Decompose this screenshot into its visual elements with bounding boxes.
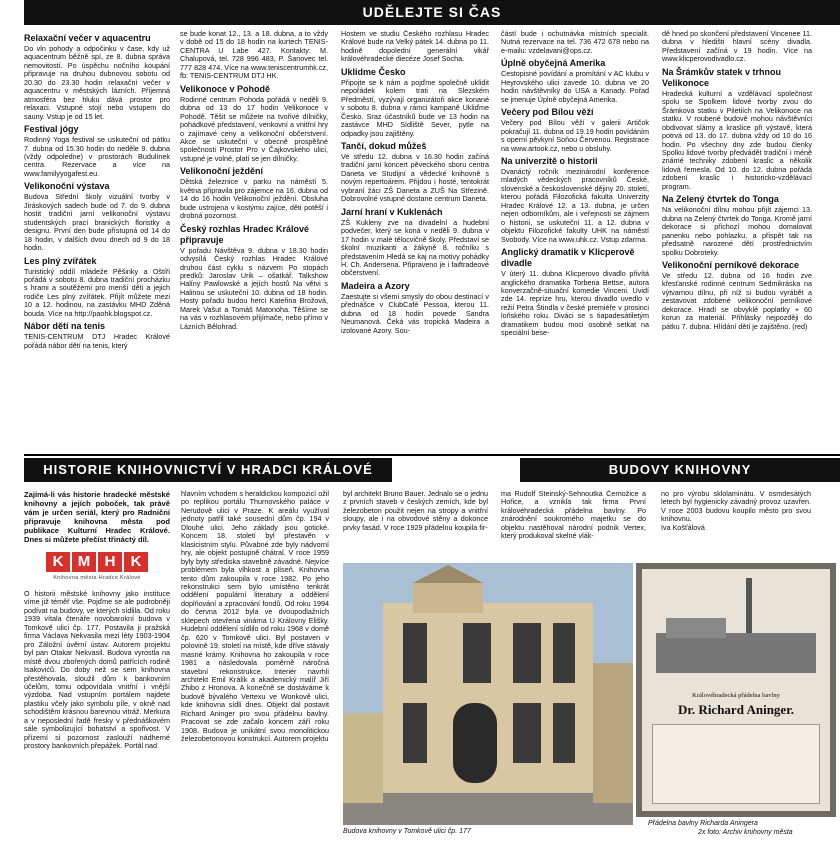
article-text: TENIS-CENTRUM DTJ Hradec Králové pořádá nábor dětí na tenis, který <box>24 332 170 350</box>
article-text: Ve středu 12. dubna od 16 hodin zve křesťanské rodinné centrum Sedmikráska na výtvarnou dílnu, při níž si budou vyrábět a zestavovat zdobené velikonoční perníkové dekorace. Hradí se obvyklé poplatky + 60 korun za materiál. Přihlásky nejpozději do pátku 7. dubna. Hlídání dětí je zajištěno. (red) <box>662 270 812 331</box>
article-title: Festival jógy <box>24 124 79 135</box>
article-text: O historii městské knihovny jako instituce víme již téměř vše. Pojďme se ale podrobněji podívat na budovy, ve kterých sídlila. Od roku 1939 vítala čtenáře novobarokní budova v Tomkově ulici čp. 177. Postavila ji pražská firma Václava Nekvasila mezi léty 1903-1904 pro Záložní úvěrní ústav. Autorem projektu byl pan Otakar Nekvasil. Budova vyrostla na místě dvou zbořených domů patřících rodině Isakovićů. Do doby než se sem knihovna přestěhovala, sloužil dům k bankovním účelům, tomu odpovídala vnitřní i vnější výzdoba. Nad vstupním portálem najdete plastiku včely jako symbolu píle, v okně nad schodištěm krásnou barevnou vitráž. Merkura a v neposlední řadě fresky v přednáškovém sále symbolizující bohatství a spořivost. V přízemí si pozornost zaslouží nádherné prostory bankovních přepážek. Portál nad <box>24 589 170 751</box>
library-logo <box>36 550 158 584</box>
article-text: Na velikonoční dílnu mohou přijít zájemci 13. dubna na Zelený čtvrtek do Tonga. Kromě jarní dekorace si přichozí mohou domalovat panenku nebo pohlazku, a přispět tak na předsatně narozené dětí prostřednictvím spolku Dobroteky. <box>662 205 812 257</box>
history-column-3 <box>343 490 488 560</box>
photo-caption: Budova knihovny v Tomkově ulici čp. 177 <box>343 828 471 835</box>
article-text: ma Rudolf Steinský-Sehnoutka Černožice a Hořice, a vznikla tak firma První královéhradecká přádelna bavlny. Po znárodnění soukromého majetku se do objektu nastěhoval národní podnik Vertex, který produkoval skelné vlák- <box>501 490 646 541</box>
article-title: Velikonoční perníkové dekorace <box>662 259 800 270</box>
article-text: Rodinný Yoga festival se uskuteční od pátku 7. dubna od 15.30 hodin do neděle 9. dubna (vždy odpoledne) v prostorách Budulínek centra. Rezervace a více na www.familyyogafest.eu. <box>24 135 170 178</box>
section-title: HISTORIE KNIHOVNICTVÍ V HRADCI KRÁLOVÉ <box>43 462 373 477</box>
column-3 <box>341 30 489 454</box>
article-text: Připojte se k nám a pojďme společně uklidit nepořádek kolem trati na Slezském Předměstí, vyzývají organizátoři akce konané v sobotu 8. dubna v rámci kampaně Ukliďme Česko. Sraz účastníků bude ve 13 hodin na zastávce MHD Sídliště Sever, pytle na odpadky jsou zajištěny. <box>341 77 489 138</box>
article-text: Ve středu 12. dubna v 16.30 hodin začíná tradiční jarní koncert pěveckého sboru centra Daneta ve Studijní a vědecké knihovně s novým repertoárem. Přijdou i hosté, tentokrát vybraní žáci ZŠ Daneta a ZUŠ Na Střezině. Dobrovolné vstupné dostane centrum Daneta. <box>341 151 489 204</box>
article-text: Zaestujte si všemi smysly do obou destinací v přednášce v ClubCafé Pessoa, kterou 11. dubna od 18 hodin povede Sandra Neumanová. Čeká vás tropická Madeira a izolované Azory. Sou- <box>341 291 489 335</box>
column-1 <box>24 30 170 454</box>
article-text: hlavním vchodem s heraldickou kompozicí ožil po replikou portálu Thurnovského paláce v Nerudově ulici v Praze. K areálu využíval jednoty patřil také sousední dům čp. 194 v Dlouhé ulici. Jeho základy jsou gotické. Koncem 18. století byl přestavěn v klasicistním stylu. Půvabné zde byly nádvorní hry, ale objekt postupně chátral. V roce 1959 byly byty střediska stavebně závadné. Nejvíce problémem byla vlhkost a plíseň. Knihovna tento dům zakoupila v roce 1982. Po jeho rekonstrukci sem bylo umístěno tenkrát oddělení populární literatury a oddělení doplňování a zpracování fondů. Od roku 1994 do června 2012 byla ve dvoupodlažních sklepech otevřena vinárna U Královny Elišky. Hudební oddělení sídlilo od roku 1968 v domě čp. 620 v Tomkově ulici. Byl postaven v polovině 19. století na místě, kde dříve stávaly masné krámy. Knihovna ho zakoupila v roce 1981 a následovala poměrně náročná stavební rekonstrukce. Interiér navrhli architekt Emil Králík a akademický malíř Jiří Zhibo z Hronova. A konečně se dostáváme k budově bývalého Vertexu ve Wonkově ulici, kde knihovna sídlí dnes. Objekt dal postavit Richard Aninger pro svou přádelnu bavlny. Pracovat se zde začalo koncem září roku 1908. Budova je unikátní svou monolitickou železobetonovou konstrukcí. Autorem projektu <box>181 490 329 744</box>
article-text: Do vln pohody a odpočinku v čase, kdy už aquacentrum běžně spí, ze 8. dubna správa nemovitostí. Po úspěchu nočního koupání připravuje na druhou dubnovou sobotu od 20.30 do 23.30 hodin relaxační večer v aquacentru v městských lázních. Příjemná atmosféra bez hluku dává prostor pro relaxaci. Vstupné stojí nebo vstupem do sauny. Vstup je od 15 let. <box>24 44 170 121</box>
article-text: částí bude i ochutnávka místních specialit. Nutná rezervace na tel. 736 472 678 nebo na e-mailu: vzdelavani@ops.cz. <box>501 30 649 55</box>
article-text: Turistický oddíl mládeže Pěšinky a Oštíři pořádá v sobotu 8. dubna tradiční procházku s hrami a soutěžemi pro menší děti a jejich rodiče Les plný zvířátek. Přijít můžete mezi 10 a 12. hodinou, na zastávku MHD Zděná bouda. Více na http://paohk.blogspot.cz. <box>24 266 170 318</box>
section-title: BUDOVY KNIHOVNY <box>608 462 752 477</box>
article-text: dě hned po skončení představení Vincenee 11. dubna v hledišti hlavní scény divadla. Představení začíná v 19 hodin. Více na www.klicperovodivadlo.cz. <box>662 30 812 64</box>
article-title: Velikonoční ježdění <box>180 166 264 177</box>
author: Iva Košťálová <box>661 522 705 532</box>
article-title: Na Zelený čtvrtek do Tonga <box>662 194 779 205</box>
article-text: se bude konat 12., 13. a 18. dubna, a to vždy v době od 15 do 18 hodin na kurtech TENIS-CENTRA U Labe 427. Kontakty: M. Chalupová, tel. 728 996 483, P. Šanovec tel. 777 828 474. Více na www.teniscentrumhk.cz, fb: TENIS-CENTRUM DTJ HK. <box>180 30 328 81</box>
history-column-5 <box>661 490 811 560</box>
article-text: Dětská železnice v parku na náměstí 5. května připravila pro zájemce na 16. dubna od 14 do 16 hodin Velikonoční ježdění. Obsluha bude ustrojena v kostýmu zajíce, děti potěší i drobná pozornost. <box>180 177 328 221</box>
poster-line1: Královéhradecká přádelna bavlny <box>692 692 780 699</box>
article-text: Hradecká kulturní a vzdělávací společnost spolu se Spolkem lidové tvorby zvou do Šrámkova statku v Piletiích na Velikonoce na statku. V roubené budově mohou návštěvníci obdivovat slámy a kraslice při výstavě, která potrvá od 13. do 17. dubna vždy od 10 do 16 hodin. Po všechny dny zde budou členky Spolku lidové tvorby předvádět tradiční i méně známé techniky zdobení kraslic a několik lidová řemesla. Od 10. do 12. dubna pořádá zdobení kraslic i historicko-vzdělávací program. <box>662 88 812 191</box>
article-text: byl architekt Bruno Bauer. Jednalo se o jednu z prvních staveb v českých zemích, kde byl železobeton použit nejen na stropy a vnitřní sloupy, ale i na obvodové stěny a dokonce prvky fasád. V roce 1929 přádelnu koupila fir- <box>343 490 488 532</box>
article-title: Na Šrámkův statek v trhnou Velikonoce <box>662 66 782 88</box>
photo-credit: 2x foto: Archiv knihovny města <box>698 829 793 836</box>
article-title: Úplně obyčejná Amerika <box>501 58 606 69</box>
article-text: V úterý 11. dubna Klicperovo divadlo přivítá anglického dramatika Torbena Bettse, autora konverzačně-situační komedie Vinceni. Uvidí zde 14. repríze hru, kterou divadlo uvedlo v režii Petra Štindla v české premiéře v prosinci loňského roku. Diváci se s tiapadesátiletým dramatikem budou moci osobně setkat na speciální bese- <box>501 269 649 338</box>
building-illustration <box>343 563 633 825</box>
logo-mark: K M H K <box>46 552 148 572</box>
factory-drawing <box>646 573 826 683</box>
poster-caption: Přádelna bavlny Richarda Aningera <box>648 820 758 827</box>
section-header-udelejte <box>24 0 840 25</box>
article-title: Nábor dětí na tenis <box>24 321 106 332</box>
article-text: Dvanáctý ročník mezinárodní konference mladých vědeckých pracovníků České, slovenské a československé dějiny 20. století, kterou pořádá Filozofická fakulta Univerzity Hradec Králové 12. a 13. dubna, je určen nejen odborníkům, ale i veřejnosti se zájmem o historii, se uskuteční 11. a 12. dubna v objektu Filozofické fakulty UHK na náměstí Svobody. Více na www.uhk.cz. Vstup zdarma. <box>501 166 649 244</box>
section-title: UDĚLEJTE SI ČAS <box>362 4 502 20</box>
poster-paper <box>642 569 830 811</box>
article-text: V pořadu Návštěva 9. dubna v 18.30 hodin odvysílá Český rozhlas Hradec Králové druhou část cyklu s názvem Po stopách predků: Jaroslav Urik – ošatkář. Talkshow Halíny Pawlowské a jejích hostů Na větvi s Halinou se uskuteční 10. dubna od 18 hodin. Hosty pořadu budou herci Kateřina Brožová, Marek Vašut a Tomáš Matonoha. Těšíme se na vás v rozhlasovém přijímače, nebo přímo v Lázních Bělohrad. <box>180 245 328 331</box>
article-title: Uklidme Česko <box>341 66 406 77</box>
history-column-1 <box>24 490 170 848</box>
column-4 <box>501 30 649 454</box>
section-header-budovy <box>520 458 840 482</box>
article-title: Večery pod Bílou věží <box>501 107 594 118</box>
library-building-photo <box>343 563 633 825</box>
intro-text: Zajímá-li vás historie hradecké městské knihovny a jejích poboček, tak právě vám je určen seriál, který pro Radniční připravuje knihovna města pod publikace Kulturní Hradec Králové. Dnes si můžete přečíst třináctý díl. <box>24 490 170 544</box>
column-2 <box>180 30 328 454</box>
article-title: Jarní hraní v Kuklenách <box>341 206 443 217</box>
article-text: ZŠ Kukleny zve na divadelní a hudební podvečer, který se koná v neděli 9. dubna v 17 hodin v malé tělocvičně školy. Představí se školní muzikanti a žákyně 8. ročníku s představením Hledá se kaj na motivy pohádky H. Ch. Andersena. Připraveno je i faiftradeové občerstvení. <box>341 217 489 278</box>
article-text: Večery pod Bílou věží v galerii Artičok pokračují 11. dubna od 19.19 hodin povídáním s operní pěvkyní Soňou Červenou. Registrace na www.artook.cz, nebo u obsluhy. <box>501 118 649 153</box>
history-column-2 <box>181 490 329 848</box>
article-text: Budova Střední školy vizuální tvorby v Jiráskových sadech bude od 7. do 9. dubna hostit tradiční jarní velikonoční výstavu studentských prací branických floristky a designu. První den bude přístupná od 14 do 18 hodin, v dalších dvou dnech od 9 do 18 hodin. <box>24 192 170 253</box>
article-title: Velikonoce v Pohodě <box>180 83 271 94</box>
article-text: Hostem ve studiu Českého rozhlasu Hradec Králové bude na Velký pátek 14. dubna po 11. hodině dopolední generální vikář královéhradecké diecéze Josef Socha. <box>341 30 489 64</box>
article-title: Les plný zvířátek <box>24 255 97 266</box>
article-title: Český rozhlas Hradec Králové připravuje <box>180 223 310 245</box>
article-text: Rodinné centrum Pohoda pořádá v neděli 9. dubna od 13 do 17 hodin Velikonoce v Pohodě. Těšit se můžete na tvořivé dílničky, pohádkové představení, venkovní a vnitřní hry o zajímavé ceny a velikonoční občerstvení. Akce se uskuteční v obecně prospěšné společnosti Prostor Pro v Čajkovského ulici, vstupné je volné, platí se jen dílničky. <box>180 94 328 163</box>
section-header-historie <box>24 458 392 482</box>
article-title: Relaxační večer v aquacentru <box>24 33 151 43</box>
article-text: Cestopisné povídání a promítání v AC klubu v Heyrovského ulici zavede 10. dubna ve 20 hodin návštěvníky do USA a Kanady. Pořad se jmenuje Úplně obyčejná Amerika. <box>501 69 649 104</box>
article-title: Velikonoční výstava <box>24 181 110 192</box>
article-title: Tančí, dokud můžeš <box>341 140 427 151</box>
logo-subtitle: Knihovna města Hradce Králové <box>53 574 141 581</box>
article-text: no pro výrobu sklolaminátu. V osmdesátých letech byl hygienicky závadný provoz uzavřen. V roce 2003 budovu koupilo město pro svou knihovnu. <box>661 490 811 524</box>
poster-line2: Dr. Richard Aninger. <box>677 702 795 717</box>
article-title: Madeira a Azory <box>341 280 410 291</box>
poster-document <box>652 724 820 804</box>
section-divider <box>24 454 840 456</box>
history-column-4 <box>501 490 646 560</box>
column-5 <box>662 30 812 454</box>
factory-poster <box>636 563 836 817</box>
article-title: Anglický dramatik v Klicperově divadle <box>501 247 635 269</box>
article-title: Na univerzitě o historii <box>501 155 598 166</box>
